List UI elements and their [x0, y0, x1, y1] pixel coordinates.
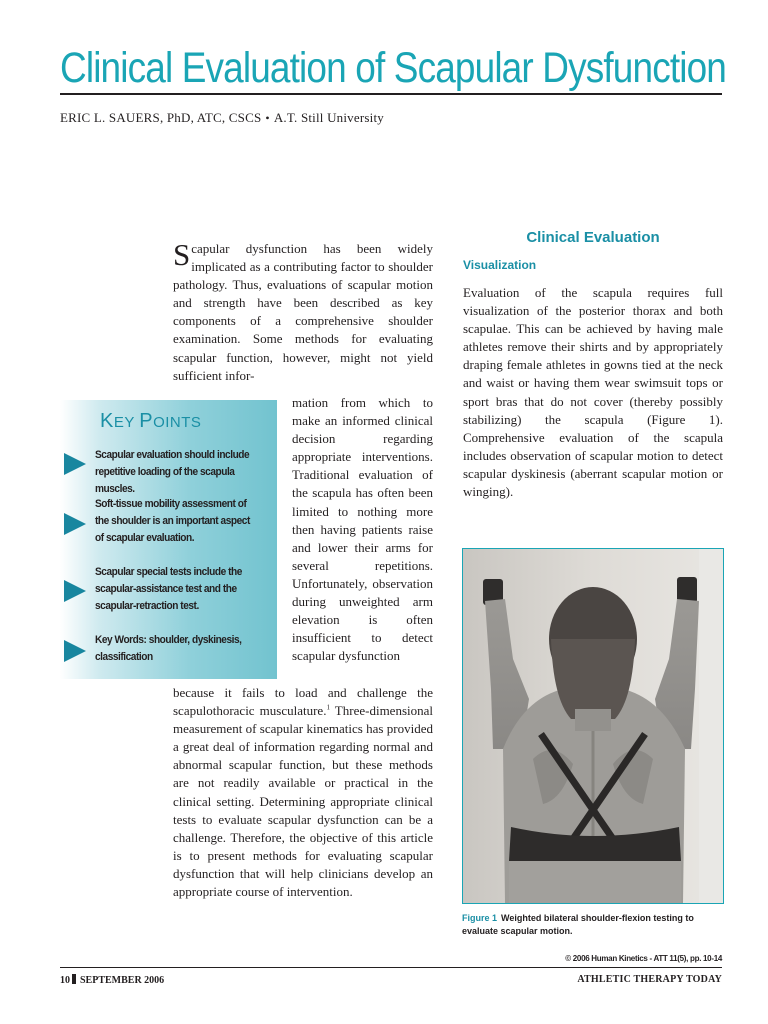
footer-bar: [72, 974, 76, 984]
key-point-text: Scapular special tests include the scapular-assistance test and the scapular-retraction test.: [95, 566, 242, 612]
title-rule: [60, 93, 722, 95]
copyright-notice: © 2006 Human Kinetics - ATT 11(5), pp. 10-14: [565, 954, 722, 963]
figure-caption: Figure 1 Weighted bilateral shoulder-flexion testing to evaluate scapular motion.: [462, 913, 694, 936]
issue-date: SEPTEMBER 2006: [80, 975, 165, 986]
arrow-icon: [64, 580, 86, 602]
article-title: Clinical Evaluation of Scapular Dysfunction: [60, 44, 727, 92]
arrow-icon: [64, 513, 86, 535]
section-heading: Clinical Evaluation: [526, 229, 660, 246]
journal-name: ATHLETIC THERAPY TODAY: [577, 974, 722, 985]
byline: [60, 110, 384, 126]
reference-marker: 1: [326, 703, 330, 712]
author-affiliation: A.T. Still University: [273, 110, 384, 125]
figure-photo: [462, 548, 724, 904]
author-name: ERIC L. SAUERS, PhD, ATC, CSCS: [60, 110, 262, 125]
key-points-title: KEY POINTS: [100, 410, 202, 432]
footer-rule: [60, 967, 722, 968]
figure-label: Figure 1: [462, 913, 498, 923]
key-point-text: Soft-tissue mobility assessment of the shoulder is an important aspect of scapular evaluation.: [95, 498, 250, 544]
page-number: 10: [60, 975, 70, 986]
arrow-icon: [64, 453, 86, 475]
section-paragraph: Evaluation of the scapula requires full visualization of the posterior thorax and both scapulae. This can be achieved by having male athletes remove their shirts and by appropriately draping female athletes in gowns tied at the neck and waist or having them wear swimsuit tops or sport bras that do not cover (thereby possibly stabilizing) the scapula (Figure 1). Comprehensive evaluation of the scapula includes observation of scapular motion to detect scapular dyskinesis (aberrant scapular motion or winging).: [463, 285, 723, 500]
key-point-text: Key Words: shoulder, dyskinesis, classification: [95, 634, 242, 663]
shoulder-flexion-photo: [463, 549, 723, 903]
section-subheading: Visualization: [463, 258, 537, 272]
arrow-icon: [64, 640, 86, 662]
intro-paragraph-side: mation from which to make an informed clinical decision regarding appropriate interventions. Traditional evaluation of the scapula has often been limited to nothing more then having patients raise and lower their arms for several repetitions. Unfortunately, observation during unweighted arm elevation is often insufficient to detect scapular dysfunction: [292, 395, 433, 664]
key-point-text: Scapular evaluation should include repetitive loading of the scapula muscles.: [95, 449, 250, 495]
drop-cap: S: [173, 237, 191, 272]
byline-separator: •: [265, 111, 270, 125]
intro-paragraph-top: Scapular dysfunction has been widely implicated as a contributing factor to shoulder pathology. Thus, evaluations of scapular motion and strength have been described as key components of a comprehensive shoulder examination. Some methods for evaluating scapular function, however, might not yield sufficient infor-: [173, 237, 433, 383]
intro-paragraph-bottom: because it fails to load and challenge the scapulothoracic musculature.$^1$ Three-dimensional measurement of scapular kinematics has provided a great deal of information regarding normal and abnormal scapular function, but these methods are not readily available or practical in the clinical setting. Determining appropriate clinical tests to evaluate scapular dysfunction can be a challenge. Therefore, the objective of this article is to present methods for evaluating scapular dysfunction that will help clinicians develop an appropriate course of intervention.: [173, 685, 433, 900]
footer-left: [60, 974, 164, 986]
